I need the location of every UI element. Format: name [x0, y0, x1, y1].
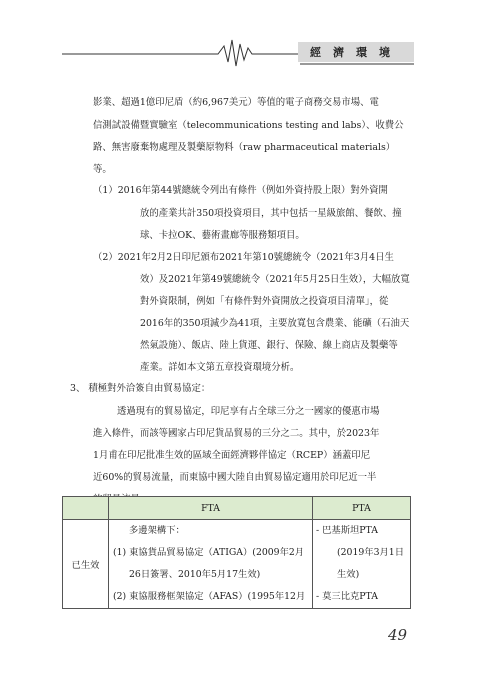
fta-line: (1) 東協貨品貿易協定（ATIGA）(2009年2月 [113, 547, 305, 558]
list-item-line: （2）2021年2月2日印尼頒布2021年第10號總統令（2021年3月4日生 [93, 252, 394, 263]
table-header-blank [63, 497, 109, 520]
list-item-line: 效）及2021年第49號總統令（2021年5月25日生效），大幅放寬 [140, 274, 410, 285]
fta-line: 多邊架構下： [129, 525, 185, 536]
fta-line: 26日簽署、2010年5月17生效) [129, 569, 261, 580]
pta-line: - 莫三比克PTA [316, 591, 378, 602]
pta-line: - 巴基斯坦PTA [316, 525, 378, 536]
body-line: 透過現有的貿易協定，印尼享有占全球三分之一國家的優惠市場 [117, 406, 380, 417]
body-line: 信測試設備暨實驗室（telecommunications testing and labs）、收費公 [93, 120, 404, 131]
section-heading: 3、 積極對外洽簽自由貿易協定： [70, 383, 211, 394]
table-row [63, 520, 411, 609]
table-header-fta: FTA [109, 497, 313, 520]
list-item-line: 產業。詳如本文第五章投資環境分析。 [140, 362, 300, 373]
list-item-line: 然氣設施）、飯店、陸上貨運、銀行、保險、線上商店及製藥等 [140, 340, 398, 351]
list-item-line: 放的產業共計350項投資項目，其中包括一星級旅館、餐飲、撞 [140, 208, 402, 219]
page-header [0, 0, 480, 70]
body-line: 影業、超過1億印尼盾（約6,967美元）等值的電子商務交易市場、電 [93, 97, 379, 108]
body-line: 1月甫在印尼批准生效的區域全面經濟夥伴協定（RCEP）涵蓋印尼 [93, 450, 371, 461]
list-item-line: 對外資限制，例如「有條件對外資開放之投資項目清單」，從 [140, 296, 389, 307]
fta-line: (2) 東協服務框架協定（AFAS）(1995年12月 [113, 591, 306, 602]
table-header-pta: PTA [313, 497, 411, 520]
body-line: 進入條件，而該等國家占印尼貨品貿易的三分之二。其中，於2023年 [93, 428, 380, 439]
list-item-line: （1）2016年第44號總統令列出有條件（例如外資持股上限）對外資開 [93, 185, 388, 196]
body-line: 路、無害廢棄物處理及製藥原物料（raw pharmaceutical materials） [93, 142, 396, 153]
list-item-line: 球、卡拉OK、藝術畫廊等服務類項目。 [140, 230, 305, 241]
section-title: 經濟環境 [298, 42, 414, 62]
page-number: 49 [388, 626, 408, 644]
pta-line: (2019年3月1日 [337, 547, 405, 558]
pta-cell [313, 520, 411, 609]
pta-line: 生效) [337, 569, 360, 580]
table-header-row [63, 497, 411, 520]
list-item-line: 2016年的350項減少為41項，主要放寬包含農業、能礦（石油天 [140, 318, 410, 329]
body-line: 近60%的貿易流量，而東協中國大陸自由貿易協定適用於印尼近一半 [93, 472, 377, 483]
status-cell: 已生效 [63, 520, 109, 609]
trade-agreements-table [62, 496, 411, 609]
body-line: 等。 [93, 164, 112, 175]
fta-cell [109, 520, 313, 609]
